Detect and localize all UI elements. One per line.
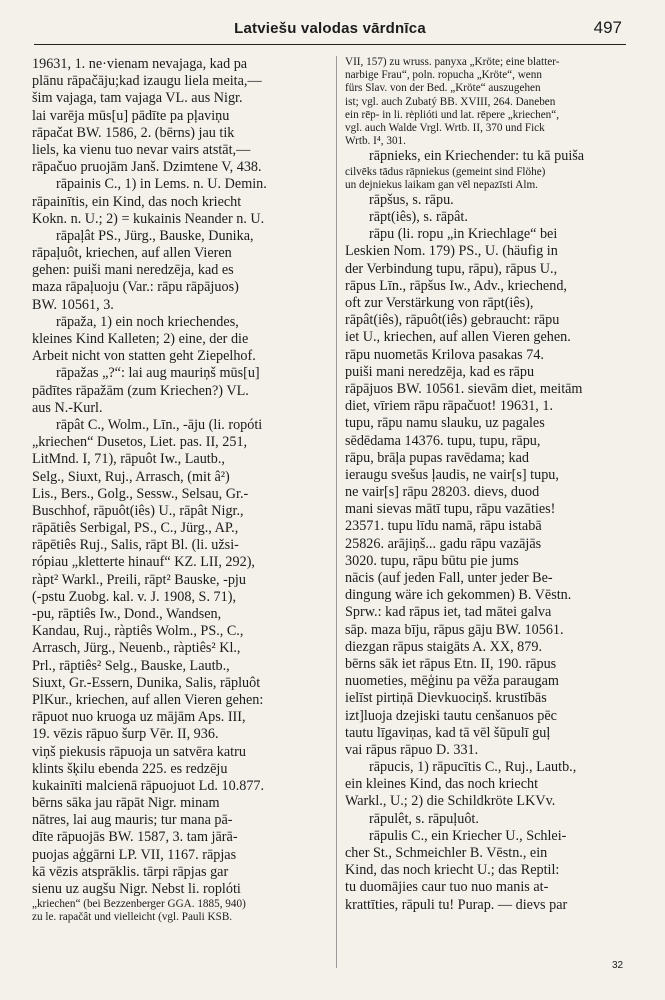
text-line: lai varēja mūs[u] pādīte pa pļaviņu xyxy=(32,107,230,124)
text-line: Buschhof, rāpuôt(iês) U., rāpât Nigr., xyxy=(32,502,244,519)
text-line: Selg., Siuxt, Ruj., Arrasch, (mit â²) xyxy=(32,468,230,485)
text-line: gehen: puiši mani neredzēja, kad es xyxy=(32,262,234,279)
text-line: aus N.-Kurl. xyxy=(32,399,103,416)
text-line: rāpulêt, s. rāpuļuôt. xyxy=(369,810,479,827)
text-line: rāpus Līn., rāpšus Iw., Adv., kriechend, xyxy=(345,277,567,294)
text-line: 23571. tupu līdu namā, rāpu istabā xyxy=(345,518,542,535)
text-line: rāpājuos BW. 10561. sievām diet, meitām xyxy=(345,380,583,397)
text-line: Leskien Nom. 179) PS., U. (häufig in xyxy=(345,243,558,260)
signature-mark: 32 xyxy=(612,960,624,971)
text-line: rāpu (li. ropu „in Kriechlage“ bei xyxy=(369,226,558,243)
text-line: šim vajaga, tam vajaga VL. aus Nigr. xyxy=(32,90,243,107)
text-line: rāpu nuometās Krilova pasakas 74. xyxy=(345,346,544,363)
text-line: Lis., Bers., Golg., Sessw., Selsau, Gr.- xyxy=(32,485,249,502)
right-column xyxy=(345,56,633,914)
text-line: sēdēdama 14376. tupu, tupu, rāpu, xyxy=(345,432,541,449)
text-line: Siuxt, Gr.-Essern, Dunika, Salis, rāpluôt xyxy=(32,674,261,691)
text-line: rāpucis, 1) rāpucītis C., Ruj., Lautb., xyxy=(369,759,577,776)
text-line: Kokn. n. U.; 2) = kukainis Neander n. U. xyxy=(32,210,265,227)
text-line: ieraugu svešus ļaudis, ne vair[s] tupu, xyxy=(345,466,559,483)
text-line: 3020. tupu, rāpu būtu pie jums xyxy=(345,552,519,569)
text-line: BW. 10561, 3. xyxy=(32,296,114,313)
text-line: 19631, 1. ne·vienam nevajaga, kad pa xyxy=(32,56,248,72)
text-line: cher St., Schmeichler B. Vēstn., ein xyxy=(345,845,548,861)
text-line: Arbeit nicht von statten geht Ziepelhof. xyxy=(32,348,256,365)
text-line: klints šķilu ebenda 225. es redzēju xyxy=(32,760,228,777)
text-line: un dejniekus laikam gan vēl nepazīsti Alm. xyxy=(345,178,538,191)
page-header xyxy=(34,16,626,45)
text-line: cilvēks tādus rāpniekus (gemeint sind Flöhe) xyxy=(345,165,546,178)
text-line: kukainīti malcienā rāpuojuot Ld. 10.877. xyxy=(32,777,265,794)
text-line: dingung wäre ich gekommen) B. Vēstn. xyxy=(345,587,572,604)
text-line: rāpât C., Wolm., Līn., -āju (li. ropóti xyxy=(56,416,263,433)
text-line: vgl. auch Walde Vrgl. Wrtb. II, 370 und Fick xyxy=(345,121,545,134)
text-line: rāpainītis, ein Kind, das noch kriecht xyxy=(32,193,242,210)
text-line: bērns sāk iet rāpus Etn. II, 190. rāpus xyxy=(345,655,557,672)
text-line: 19. vēzis rāpuo šurp Vēr. II, 936. xyxy=(32,726,219,743)
left-column xyxy=(32,56,318,925)
text-line: nācis (auf jeden Fall, unter jeder Be- xyxy=(345,570,553,586)
text-line: Warkl., U.; 2) die Schildkröte LKVv. xyxy=(345,793,556,810)
text-line: diet, vīriem rāpu rāpačuot! 19631, 1. xyxy=(345,398,554,415)
text-line: rāpulis C., ein Kriecher U., Schlei- xyxy=(369,827,567,844)
text-line: diezgan rāpus staigāts A. XX, 879. xyxy=(345,638,543,655)
text-line: kā vēzis atsprāklis. tārpi rāpjas gar xyxy=(32,863,229,880)
text-line: viņš piekusis rāpuoja un satvēra katru xyxy=(32,743,246,760)
text-line: Kandau, Ruj., ràptiês Wolm., PS., C., xyxy=(32,623,244,640)
text-line: rāpaļuôt, kriechen, auf allen Vieren xyxy=(32,245,232,262)
text-line: rāpainis C., 1) in Lems. n. U. Demin. xyxy=(56,176,267,193)
text-line: izt]luoja dzejiski tautu cenšanuos pēc xyxy=(345,707,557,724)
text-line: sienu uz augšu Nigr. Nebst li. roplóti xyxy=(32,881,241,897)
text-line: ielīst pirtiņā Dievkuociņš. krustībās xyxy=(345,690,547,707)
text-line: pādītes rāpažām (zum Kriechen?) VL. xyxy=(32,382,249,399)
page-number: 497 xyxy=(593,18,622,37)
text-line: krattīties, rāpuli tu! Purap. — dievs par xyxy=(345,896,568,913)
text-line: rópiau „kletterte hinauf“ KZ. LII, 292), xyxy=(32,554,255,571)
text-line: rāpačat BW. 1586, 2. (bērns) jau tik xyxy=(32,124,235,141)
text-line: tu duomājies caur tuo nuo manis at- xyxy=(345,879,549,896)
text-line: ne vair[s] rāpu 28203. dievs, duod xyxy=(345,484,540,501)
column-divider xyxy=(336,56,337,968)
text-line: rāpu, brāļa pupas ravēdama; kad xyxy=(345,449,529,466)
text-line: tupu, rāpu namu slauku, uz pagales xyxy=(345,415,545,432)
text-line: rāpaža, 1) ein noch kriechendes, xyxy=(56,313,239,330)
text-line: VII, 157) zu wruss. panyxa „Kröte; eine blatter- xyxy=(345,56,560,68)
text-line: -pu, rāptiês Iw., Dond., Wandsen, xyxy=(32,606,222,622)
text-line: der Verbindung tupu, rāpu), rāpus U., xyxy=(345,260,558,277)
text-line: liels, ka vienu tuo nevar vairs atstāt,— xyxy=(32,141,251,158)
text-line: nātres, lai aug mauris; tur mana pā- xyxy=(32,812,233,829)
text-line: „kriechen“ (bei Bezzenberger GGA. 1885, 940) xyxy=(32,898,246,911)
text-line: iet U., kriechen, auf allen Vieren gehen. xyxy=(345,329,571,346)
text-line: rāpētiês Ruj., Salis, rāpt Bl. (li. užsi- xyxy=(32,537,239,554)
text-line: rāpačuo pruojām Janš. Dzimtene V, 438. xyxy=(32,159,262,176)
text-line: Kind, das noch kriecht U.; das Reptil: xyxy=(345,862,560,879)
text-line: sāp. maza bīju, rāpus gāju BW. 10561. xyxy=(345,621,564,638)
text-line: LitMnd. I, 71), rāpuôt Iw., Lautb., xyxy=(32,451,225,468)
text-line: maza rāpaļuoju (Var.: rāpu rāpājuos) xyxy=(32,279,239,296)
text-line: rāpažas „?“: lai aug mauriņš mūs[u] xyxy=(56,365,260,382)
text-line: ràpt² Warkl., Preili, rāpt² Bauske, -pju xyxy=(32,571,246,588)
text-line: rāpātiês Serbigal, PS., C., Jürg., AP., xyxy=(32,520,239,537)
text-line: (-pstu Zuobg. kal. v. J. 1908, S. 71), xyxy=(32,588,236,605)
text-line: rāpt(iês), s. rāpât. xyxy=(369,209,468,226)
text-line: puojas aģgārni LP. VII, 1167. rāpjas xyxy=(32,846,237,863)
text-line: puiši mani neredzēja, kad es rāpu xyxy=(345,363,535,380)
text-line: bērns sāka jau rāpāt Nigr. minam xyxy=(32,795,220,812)
text-line: ein kleines Kind, das noch kriecht xyxy=(345,776,539,793)
text-line: rāpnieks, ein Kriechender: tu kā puiša xyxy=(369,148,585,165)
text-line: fürs Slav. von der Bed. „Kröte“ auszugehen xyxy=(345,82,541,95)
text-line: rāpšus, s. rāpu. xyxy=(369,191,454,208)
text-line: kleines Kind Kalleten; 2) eine, der die xyxy=(32,331,249,347)
text-line: 25826. arājiņš... gadu rāpu vazājās xyxy=(345,535,542,552)
text-line: Arrasch, Jürg., Neuenb., ràptiês² Kl., xyxy=(32,640,241,657)
text-line: PlKur., kriechen, auf allen Vieren gehen: xyxy=(32,691,264,708)
text-line: oft zur Verstärkung von rāpt(iês), xyxy=(345,295,534,311)
page-title: Latviešu valodas vārdnīca xyxy=(234,20,426,37)
text-line: ein rēp- in li. rėplióti und lat. rēpere „kriechen“, xyxy=(345,108,560,121)
text-line: rāpaļât PS., Jürg., Bauske, Dunika, xyxy=(56,227,254,244)
text-line: rāpât(iês), rāpuôt(iês) gebraucht: rāpu xyxy=(345,312,560,329)
text-line: dīte rāpuojās BW. 1587, 3. tam jārā- xyxy=(32,829,238,846)
text-line: Sprw.: kad rāpus iet, tad mātei galva xyxy=(345,604,552,621)
text-line: vai rāpus rāpuo D. 331. xyxy=(345,741,479,758)
text-line: mani sievas mātī tupu, rāpu vazāties! xyxy=(345,501,556,518)
text-line: Prl., rāptiês² Selg., Bauske, Lautb., xyxy=(32,657,230,674)
text-line: rāpuot nuo kruoga uz mājām Aps. III, xyxy=(32,709,246,726)
text-line: ist; vgl. auch Zubatý BB. XVIII, 264. Daneben xyxy=(345,95,556,108)
text-line: zu le. rapačât und vielleicht (vgl. Pauli KSB. xyxy=(32,911,233,924)
text-line: Wrtb. I⁴, 301. xyxy=(345,135,406,148)
text-line: narbige Frau“, poln. ropucha „Kröte“, wenn xyxy=(345,69,542,82)
text-line: „kriechen“ Dusetos, Liet. pas. II, 251, xyxy=(32,434,248,451)
text-line: plānu rāpačāju;kad izaugu liela meita,— xyxy=(32,73,262,90)
text-line: tautu līgaviņas, kad tā vēl šūpulī guļ xyxy=(345,724,551,741)
text-line: nuometies, mēģinu pa vēža paraugam xyxy=(345,673,559,690)
